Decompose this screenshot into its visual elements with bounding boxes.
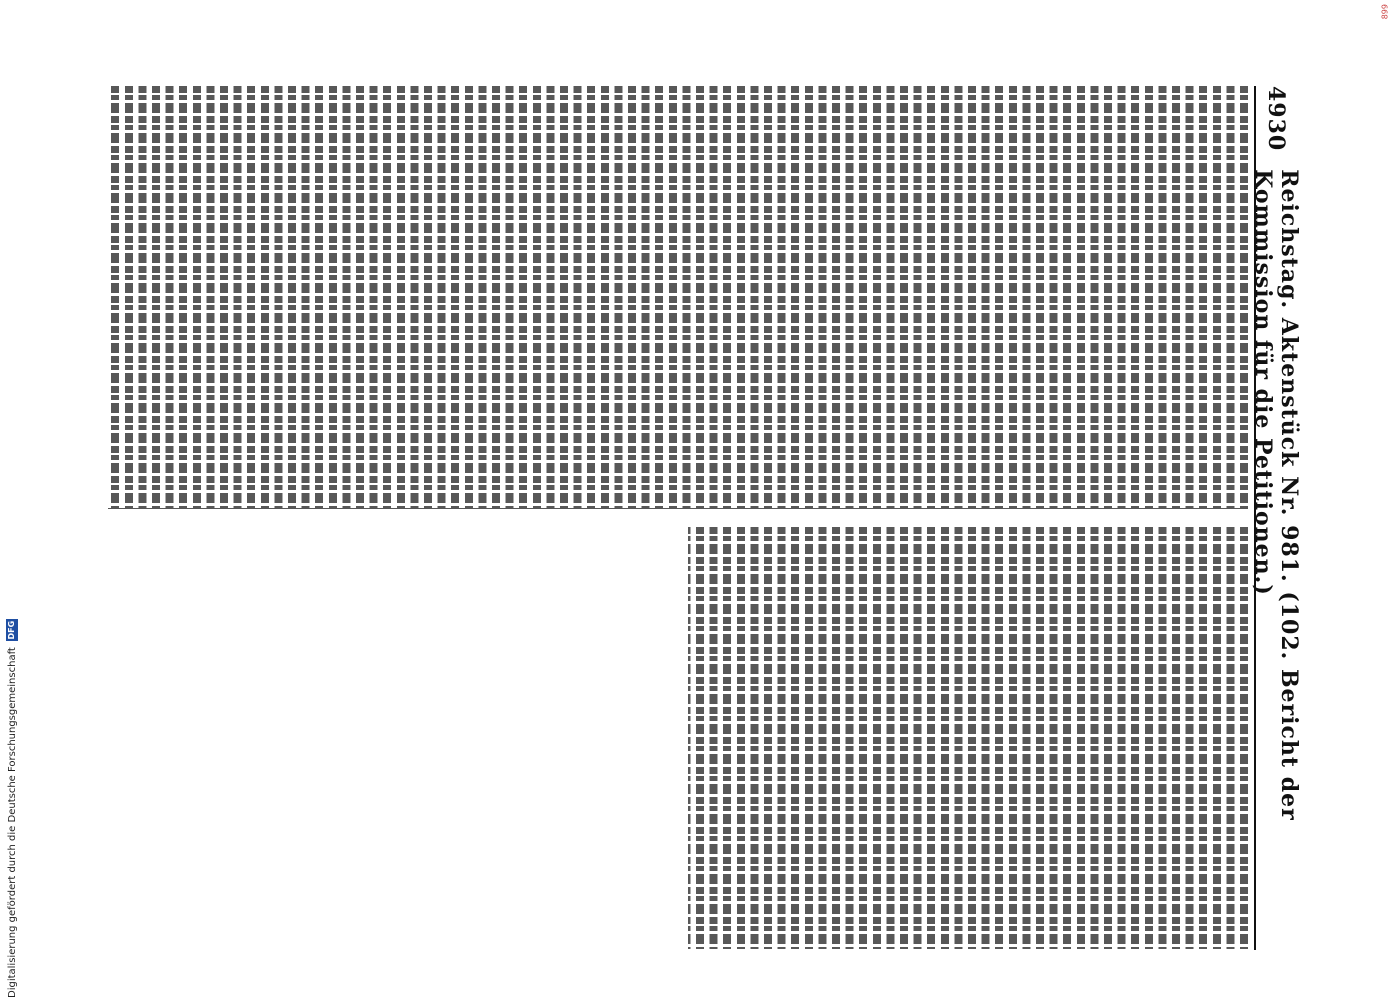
credit-text: Digitalisierung gefördert durch die Deutsche Forschungsgemeinschaft xyxy=(6,647,18,998)
running-head: Reichstag. Aktenstück Nr. 981. (102. Bericht der Kommission für die Petitionen.) xyxy=(1250,169,1302,821)
column-right xyxy=(108,527,1248,950)
column-left xyxy=(108,86,1248,509)
page-header xyxy=(1250,86,1302,950)
digitization-credit xyxy=(6,619,18,998)
column-right-blank xyxy=(108,527,688,949)
corner-mark: 899 xyxy=(1380,4,1389,20)
document-page xyxy=(96,86,1302,950)
column-left-text xyxy=(108,86,1248,508)
page-number: 4930 xyxy=(1263,86,1289,152)
dfg-logo-icon: DFG xyxy=(7,620,16,640)
text-columns xyxy=(108,86,1248,950)
